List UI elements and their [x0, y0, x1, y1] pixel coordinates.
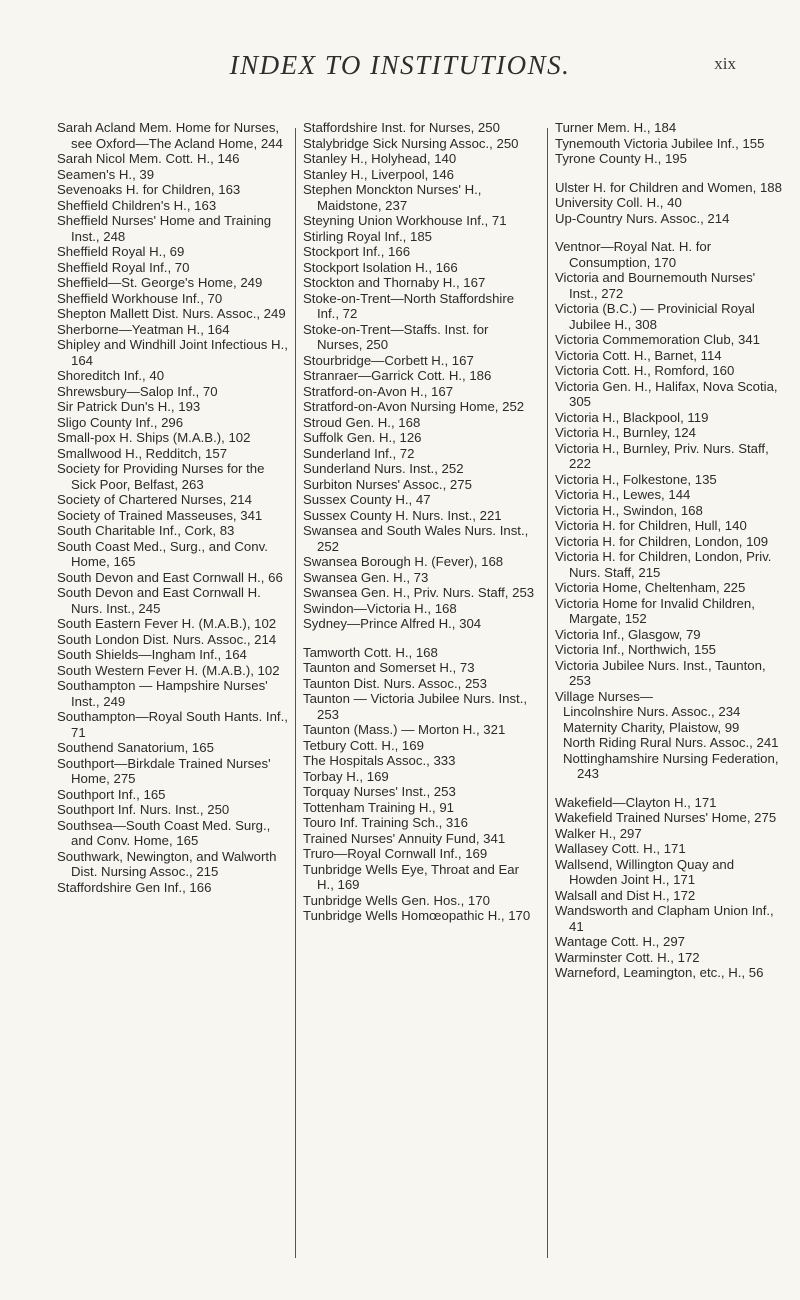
index-entry: Southampton — Hampshire Nurses' Inst., 249 [57, 678, 268, 709]
index-entry: Walsall and Dist H., 172 [555, 887, 696, 903]
index-entry: Shipley and Windhill Joint Infectious H., 164 [57, 337, 288, 368]
index-entry: Victoria H., Folkestone, 135 [555, 471, 717, 487]
index-entry: Victoria Home for Invalid Children, Margate, 152 [555, 595, 755, 626]
index-entry: Small-pox H. Ships (M.A.B.), 102 [57, 430, 251, 445]
index-entry: Stoke-on-Trent—North Staffordshire Inf., 72 [303, 290, 515, 321]
index-entry: Stourbridge—Corbett H., 167 [303, 352, 474, 368]
index-entry: Tottenham Training H., 91 [303, 799, 455, 815]
index-entry: South Devon and East Cornwall H., 66 [57, 569, 283, 585]
index-entry: Southsea—South Coast Med. Surg., and Conv. Home, 165 [57, 817, 271, 848]
index-entry: Society for Providing Nurses for the Sick Poor, Belfast, 263 [57, 461, 265, 492]
index-entry: Sussex County H., 47 [303, 492, 431, 507]
index-entry: Sydney—Prince Alfred H., 304 [303, 616, 482, 631]
index-entry: Swindon—Victoria H., 168 [303, 600, 457, 616]
index-entry: Victoria Jubilee Nurs. Inst., Taunton, 253 [555, 657, 766, 688]
index-entry: Sunderland Inf., 72 [303, 445, 415, 461]
index-entry: Shepton Mallett Dist. Nurs. Assoc., 249 [57, 306, 286, 321]
index-entry: Victoria Cott. H., Romford, 160 [555, 363, 735, 378]
index-entry: Wantage Cott. H., 297 [555, 934, 685, 949]
index-entry: Tynemouth Victoria Jubilee Inf., 155 [555, 135, 765, 151]
index-entry: Sherborne—Yeatman H., 164 [57, 321, 230, 337]
index-entry: South Eastern Fever H. (M.A.B.), 102 [57, 616, 277, 631]
index-column-right [555, 120, 785, 981]
index-entry: Stanley H., Liverpool, 146 [303, 166, 455, 182]
index-entry: Swansea Borough H. (Fever), 168 [303, 554, 504, 569]
index-entry: Sheffield Workhouse Inf., 70 [57, 290, 223, 306]
index-entry: Surbiton Nurses' Assoc., 275 [303, 476, 472, 492]
index-entry: Torquay Nurses' Inst., 253 [303, 784, 456, 799]
index-entry: Sheffield Royal H., 69 [57, 244, 185, 259]
index-entry: Ulster H. for Children and Women, 188 [555, 179, 782, 195]
page-title: INDEX TO INSTITUTIONS. [229, 50, 571, 80]
index-entry: Warneford, Leamington, etc., H., 56 [555, 965, 764, 980]
index-entry: University Coll. H., 40 [555, 195, 682, 210]
index-entry: Touro Inf. Training Sch., 316 [303, 815, 468, 830]
index-entry: Maternity Charity, Plaistow, 99 [563, 719, 740, 735]
index-entry: Sheffield Children's H., 163 [57, 197, 217, 213]
index-entry: Victoria H. for Children, London, Priv. Nurs. Staff, 215 [555, 549, 772, 580]
index-entry: Southwark, Newington, and Walworth Dist. Nursing Assoc., 215 [57, 848, 277, 879]
index-entry: Victoria Gen. H., Halifax, Nova Scotia, 305 [555, 378, 778, 409]
index-entry: Torbay H., 169 [303, 768, 389, 784]
index-entry: Warminster Cott. H., 172 [555, 949, 700, 965]
index-entry: Stirling Royal Inf., 185 [303, 228, 433, 244]
index-entry: Sheffield—St. George's Home, 249 [57, 275, 263, 290]
index-entry: Victoria H., Swindon, 168 [555, 502, 703, 518]
index-entry: Wakefield Trained Nurses' Home, 275 [555, 810, 777, 825]
index-entry: Wandsworth and Clapham Union Inf., 41 [555, 903, 774, 934]
index-entry: Victoria H., Burnley, 124 [555, 425, 696, 440]
index-entry: Seamen's H., 39 [57, 166, 155, 182]
index-entry: Stroud Gen. H., 168 [303, 414, 421, 430]
index-entry: Tetbury Cott. H., 169 [303, 737, 424, 753]
index-entry: Southend Sanatorium, 165 [57, 740, 214, 755]
index-entry: Stalybridge Sick Nursing Assoc., 250 [303, 135, 519, 151]
index-entry: Swansea and South Wales Nurs. Inst., 252 [303, 523, 529, 554]
index-entry: Sligo County Inf., 296 [57, 414, 184, 430]
index-entry: Walker H., 297 [555, 825, 642, 841]
index-entry: Shrewsbury—Salop Inf., 70 [57, 383, 218, 399]
index-entry: Village Nurses— [555, 688, 653, 704]
index-entry: Taunton Dist. Nurs. Assoc., 253 [303, 675, 487, 691]
index-entry: Swansea Gen. H., Priv. Nurs. Staff, 253 [303, 585, 535, 600]
index-entry: Society of Chartered Nurses, 214 [57, 492, 252, 507]
index-entry: Tunbridge Wells Eye, Throat and Ear H., 169 [303, 861, 519, 892]
index-entry: Victoria and Bournemouth Nurses' Inst., 272 [555, 270, 756, 301]
index-entry: Victoria H., Blackpool, 119 [555, 409, 709, 425]
index-entry: Sheffield Royal Inf., 70 [57, 259, 190, 275]
index-entry: Taunton — Victoria Jubilee Nurs. Inst., 253 [303, 691, 528, 722]
index-entry: Swansea Gen. H., 73 [303, 569, 429, 585]
index-entry: Steyning Union Workhouse Inf., 71 [303, 213, 507, 228]
column-divider [547, 128, 548, 1258]
index-entry: Southampton—Royal South Hants. Inf., 71 [57, 709, 288, 740]
index-entry: Southport Inf. Nurs. Inst., 250 [57, 802, 230, 817]
index-entry: Tamworth Cott. H., 168 [303, 644, 438, 660]
index-entry: Staffordshire Inst. for Nurses, 250 [303, 120, 500, 135]
index-entry: Ventnor—Royal Nat. H. for Consumption, 170 [555, 239, 712, 270]
index-entry: Victoria H. for Children, Hull, 140 [555, 518, 747, 533]
index-entry: Stockport Isolation H., 166 [303, 259, 458, 275]
index-entry: Wallasey Cott. H., 171 [555, 841, 686, 856]
index-entry: South London Dist. Nurs. Assoc., 214 [57, 631, 277, 647]
index-entry: Stanley H., Holyhead, 140 [303, 151, 457, 166]
index-entry: Staffordshire Gen Inf., 166 [57, 879, 212, 895]
index-entry: North Riding Rural Nurs. Assoc., 241 [563, 735, 779, 750]
index-entry: Suffolk Gen. H., 126 [303, 430, 422, 445]
index-entry: Tunbridge Wells Homœopathic H., 170 [303, 908, 531, 923]
index-entry: Sussex County H. Nurs. Inst., 221 [303, 507, 502, 523]
index-entry: Victoria H. for Children, London, 109 [555, 533, 769, 549]
index-entry: Stockport Inf., 166 [303, 244, 411, 259]
index-entry: Victoria Commemoration Club, 341 [555, 332, 760, 347]
index-entry: Southport Inf., 165 [57, 786, 166, 802]
index-entry: Up-Country Nurs. Assoc., 214 [555, 210, 730, 226]
index-entry: Sevenoaks H. for Children, 163 [57, 182, 241, 197]
index-entry: Victoria Home, Cheltenham, 225 [555, 580, 746, 595]
index-entry: Victoria Inf., Glasgow, 79 [555, 626, 701, 642]
index-entry: Victoria (B.C.) — Provinicial Royal Jubilee H., 308 [555, 301, 755, 332]
index-entry: South Western Fever H. (M.A.B.), 102 [57, 662, 280, 678]
page-header [0, 50, 800, 90]
index-entry: Sarah Nicol Mem. Cott. H., 146 [57, 151, 240, 166]
index-entry: Tyrone County H., 195 [555, 151, 687, 166]
index-entry: Nottinghamshire Nursing Federation, 243 [563, 750, 779, 781]
page-number: xix [714, 54, 736, 73]
index-entry: South Shields—Ingham Inf., 164 [57, 647, 247, 662]
index-entry: Sheffield Nurses' Home and Training Inst., 248 [57, 213, 272, 244]
index-entry: South Charitable Inf., Cork, 83 [57, 523, 235, 538]
index-entry: Shoreditch Inf., 40 [57, 368, 165, 383]
index-entry: South Coast Med., Surg., and Conv. Home, 165 [57, 538, 268, 569]
index-entry: Wakefield—Clayton H., 171 [555, 794, 717, 810]
index-entry: Trained Nurses' Annuity Fund, 341 [303, 830, 506, 846]
index-entry: Turner Mem. H., 184 [555, 120, 677, 135]
index-entry: Stranraer—Garrick Cott. H., 186 [303, 368, 492, 383]
index-entry: Lincolnshire Nurs. Assoc., 234 [563, 704, 741, 719]
index-entry: Sunderland Nurs. Inst., 252 [303, 461, 464, 476]
index-entry: Stoke-on-Trent—Staffs. Inst. for Nurses, 250 [303, 321, 489, 352]
index-entry: Stratford-on-Avon H., 167 [303, 383, 454, 399]
index-entry: Society of Trained Masseuses, 341 [57, 507, 263, 523]
index-entry: South Devon and East Cornwall H. Nurs. Inst., 245 [57, 585, 261, 616]
index-column-left [57, 120, 289, 895]
index-entry: Victoria Cott. H., Barnet, 114 [555, 347, 722, 363]
index-entry: Sarah Acland Mem. Home for Nurses, see Oxford—The Acland Home, 244 [57, 120, 283, 151]
index-entry: Taunton and Somerset H., 73 [303, 660, 475, 675]
index-entry: Taunton (Mass.) — Morton H., 321 [303, 722, 506, 737]
index-column-middle [303, 120, 535, 924]
index-entry: Stockton and Thornaby H., 167 [303, 275, 486, 290]
index-entry: Sir Patrick Dun's H., 193 [57, 399, 201, 414]
index-entry: The Hospitals Assoc., 333 [303, 753, 456, 768]
column-divider [295, 128, 296, 1258]
index-entry: Victoria H., Burnley, Priv. Nurs. Staff, 222 [555, 440, 769, 471]
index-entry: Victoria H., Lewes, 144 [555, 487, 691, 502]
index-entry: Tunbridge Wells Gen. Hos., 170 [303, 892, 490, 908]
index-entry: Truro—Royal Cornwall Inf., 169 [303, 846, 488, 861]
index-entry: Stratford-on-Avon Nursing Home, 252 [303, 399, 525, 414]
index-entry: Smallwood H., Redditch, 157 [57, 445, 228, 461]
index-entry: Victoria Inf., Northwich, 155 [555, 642, 717, 657]
index-entry: Wallsend, Willington Quay and Howden Joint H., 171 [555, 856, 735, 887]
index-entry: Southport—Birkdale Trained Nurses' Home, 275 [57, 755, 271, 786]
index-entry: Stephen Monckton Nurses' H., Maidstone, 237 [303, 182, 482, 213]
